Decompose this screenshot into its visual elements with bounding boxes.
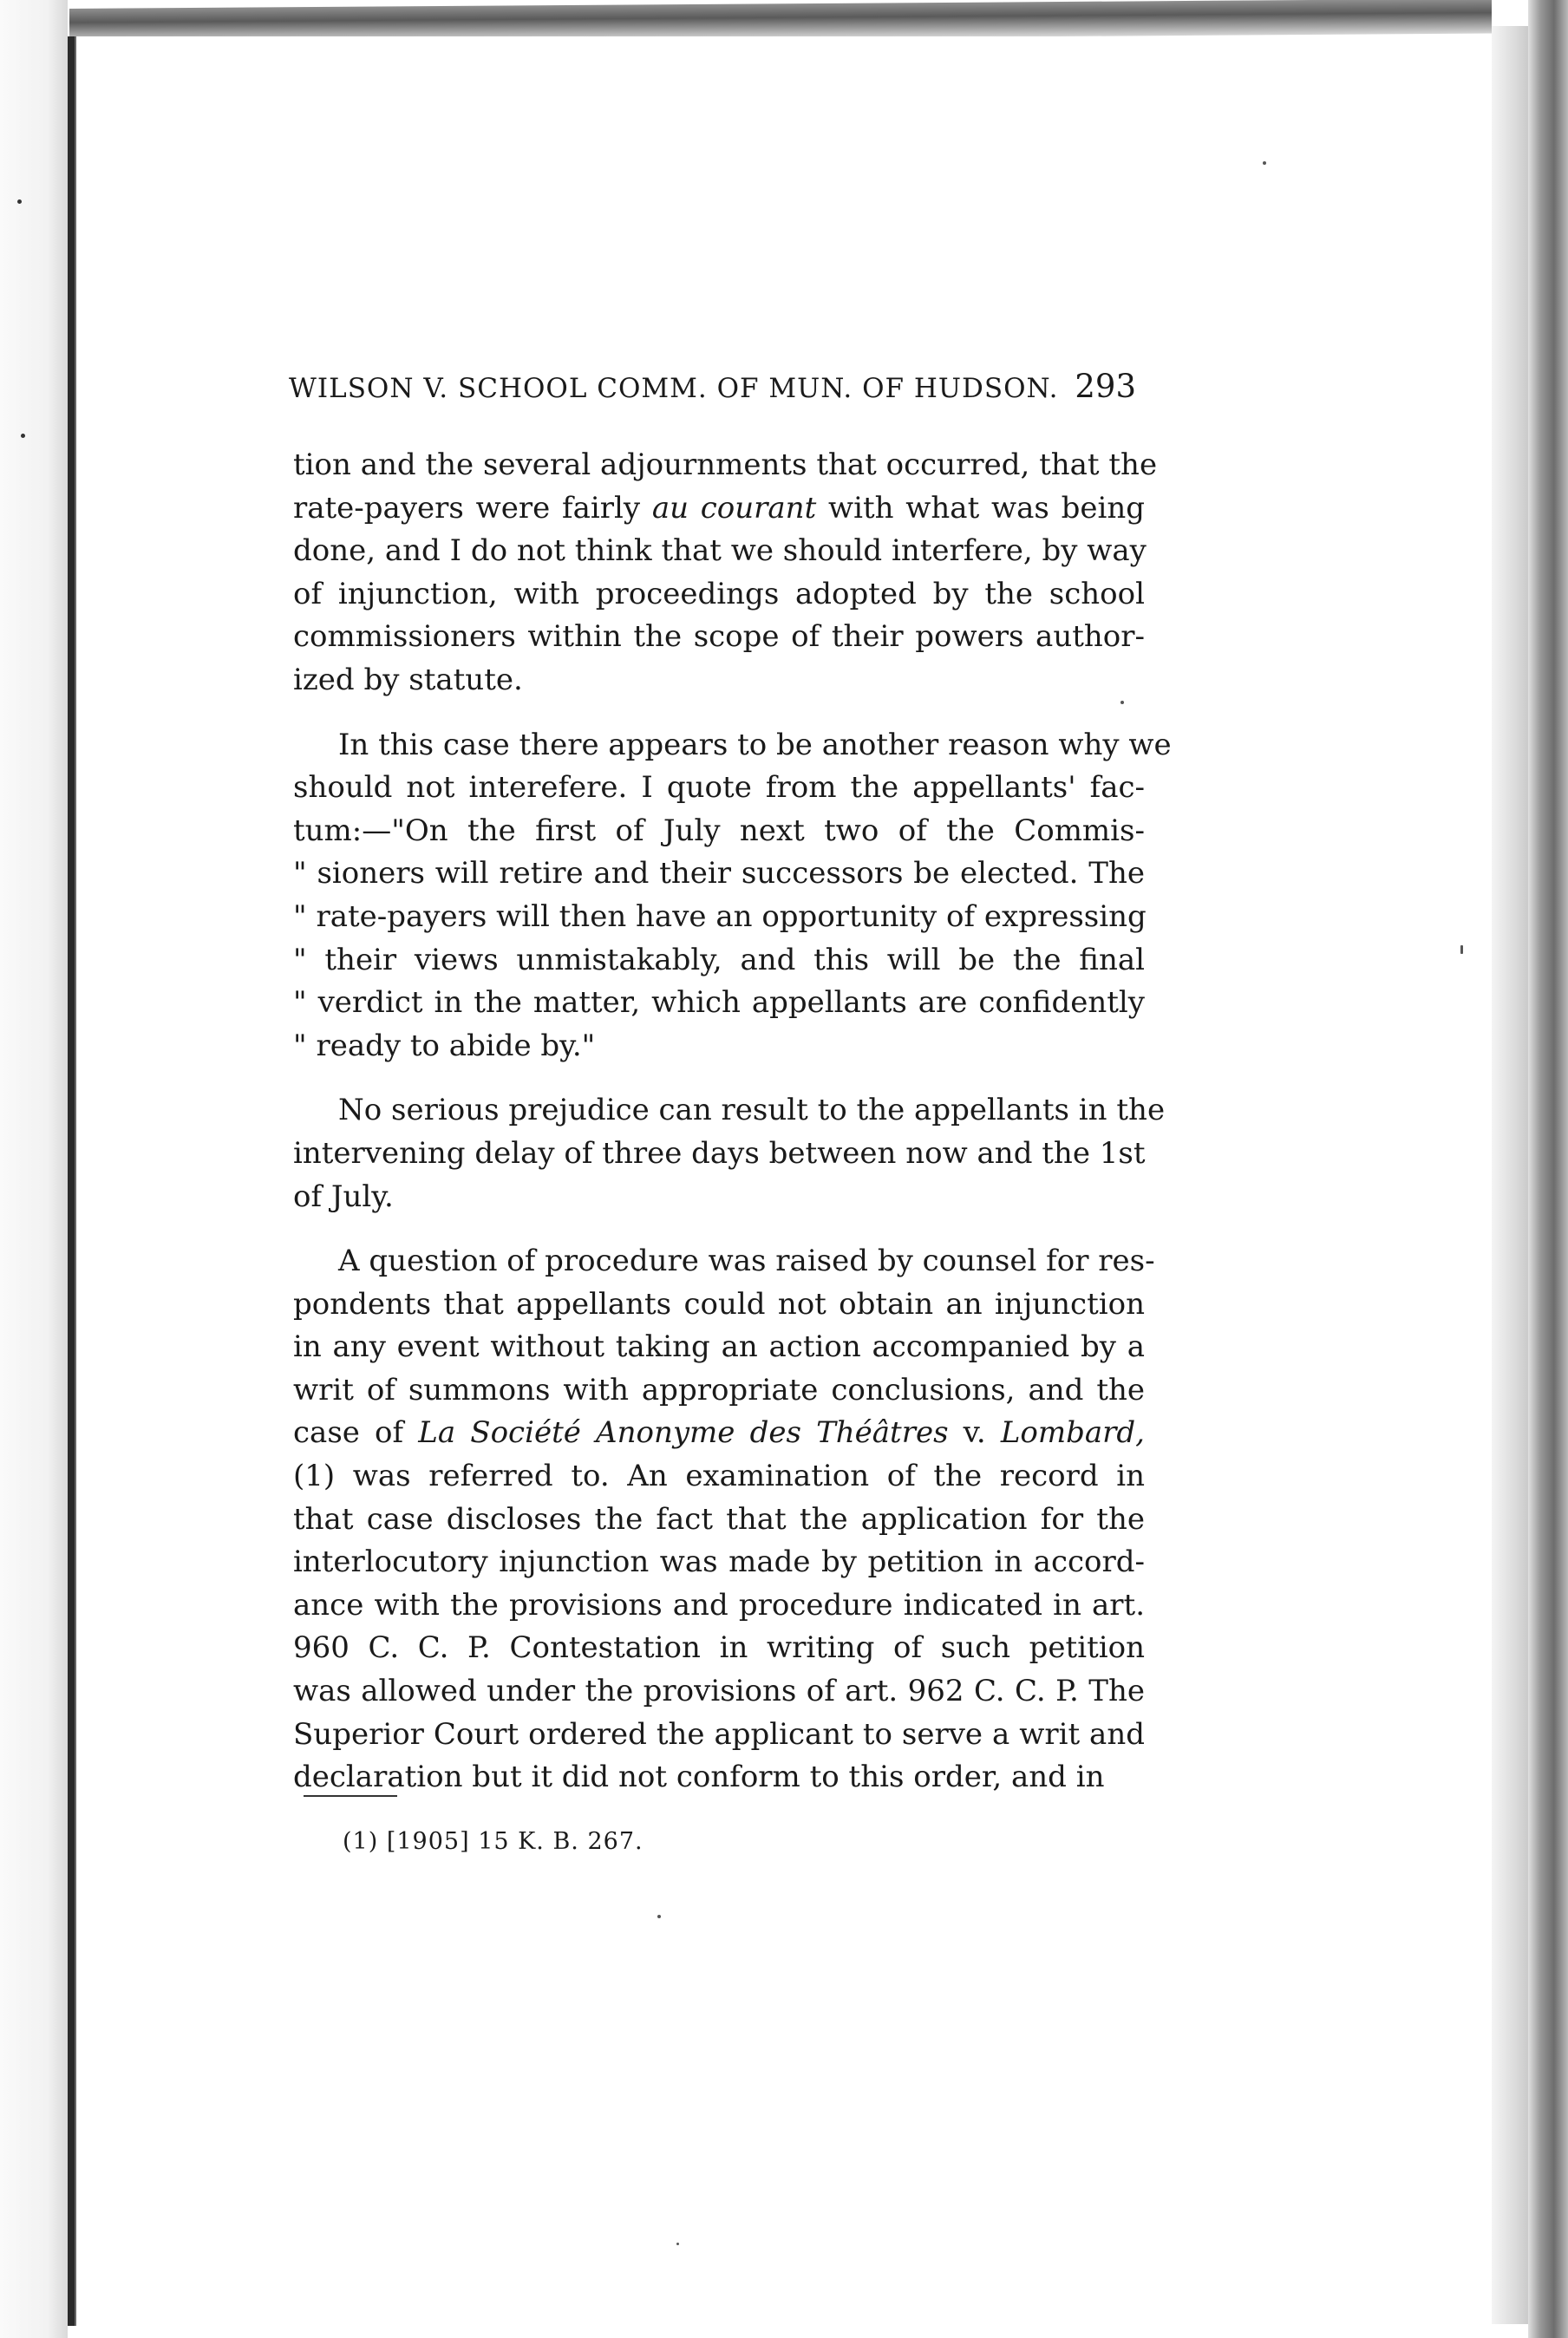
- text-line: ance with the provisions and procedure indicated in art.: [293, 1587, 1145, 1623]
- book-edge: [1528, 0, 1568, 2338]
- text-line: in any event without taking an action accompanied by a: [293, 1329, 1145, 1365]
- text-line: was allowed under the provisions of art. 962 C. C. P. The: [293, 1674, 1145, 1709]
- paragraph: [293, 444, 1158, 702]
- text-line: declaration but it did not conform to this order, and in: [293, 1760, 1105, 1795]
- text-line: pondents that appellants could not obtain an injunction: [293, 1286, 1145, 1322]
- text-line: done, and I do not think that we should interfere, by way: [293, 533, 1147, 569]
- text-line: tum:—"On the first of July next two of the Commis-: [293, 813, 1145, 848]
- text-line: No serious prejudice can result to the appellants in the: [338, 1093, 1166, 1128]
- text-line: " ready to abide by.": [293, 1028, 596, 1063]
- text-line: " sioners will retire and their successors be elected. The: [293, 856, 1145, 891]
- text-line: case of La Société Anonyme des Théâtres v. Lombard,: [293, 1415, 1145, 1451]
- running-head: [289, 368, 1136, 420]
- text-line: should not interefere. I quote from the appellants' fac-: [293, 770, 1145, 806]
- text-line: commissioners within the scope of their powers author-: [293, 619, 1145, 655]
- text-line: " verdict in the matter, which appellants are confidently: [293, 985, 1145, 1021]
- text-line: that case discloses the fact that the application for the: [293, 1501, 1145, 1537]
- text-line: A question of procedure was raised by counsel for res-: [338, 1244, 1155, 1279]
- text-line: " their views unmistakably, and this will be the final: [293, 942, 1145, 977]
- text-line: In this case there appears to be another reason why we: [338, 727, 1172, 762]
- text-line: " rate-payers will then have an opportunity of expressing: [293, 898, 1147, 934]
- page-number: 293: [1075, 368, 1136, 405]
- footnote: (1) [1905] 15 K. B. 267.: [343, 1828, 644, 1855]
- text-line: rate-payers were fairly au courant with what was being: [293, 490, 1145, 526]
- text-line: interlocutory injunction was made by petition in accord-: [293, 1545, 1145, 1580]
- paragraph: [293, 724, 1172, 1068]
- text-line: tion and the several adjournments that occurred, that the: [293, 447, 1158, 482]
- paragraph: [293, 1240, 1155, 1799]
- text-line: ized by statute.: [293, 662, 523, 697]
- text-line: of July.: [293, 1179, 394, 1214]
- text-line: intervening delay of three days between now and the 1st: [293, 1135, 1146, 1171]
- text-line: of injunction, with proceedings adopted by the school: [293, 576, 1145, 611]
- paragraph: [293, 1089, 1166, 1218]
- text-line: Superior Court ordered the applicant to serve a writ and: [293, 1716, 1145, 1752]
- footnote-rule: [304, 1795, 397, 1797]
- running-head-title: WILSON V. SCHOOL COMM. OF MUN. OF HUDSON.: [289, 373, 1059, 404]
- text-line: 960 C. C. P. Contestation in writing of such petition: [293, 1630, 1145, 1666]
- body-text: [293, 444, 1172, 1821]
- facing-page-margin: [0, 0, 68, 2338]
- page-fore-edge: [1492, 26, 1530, 2324]
- text-line: (1) was referred to. An examination of the record in: [293, 1459, 1145, 1494]
- text-line: writ of summons with appropriate conclusions, and the: [293, 1372, 1145, 1407]
